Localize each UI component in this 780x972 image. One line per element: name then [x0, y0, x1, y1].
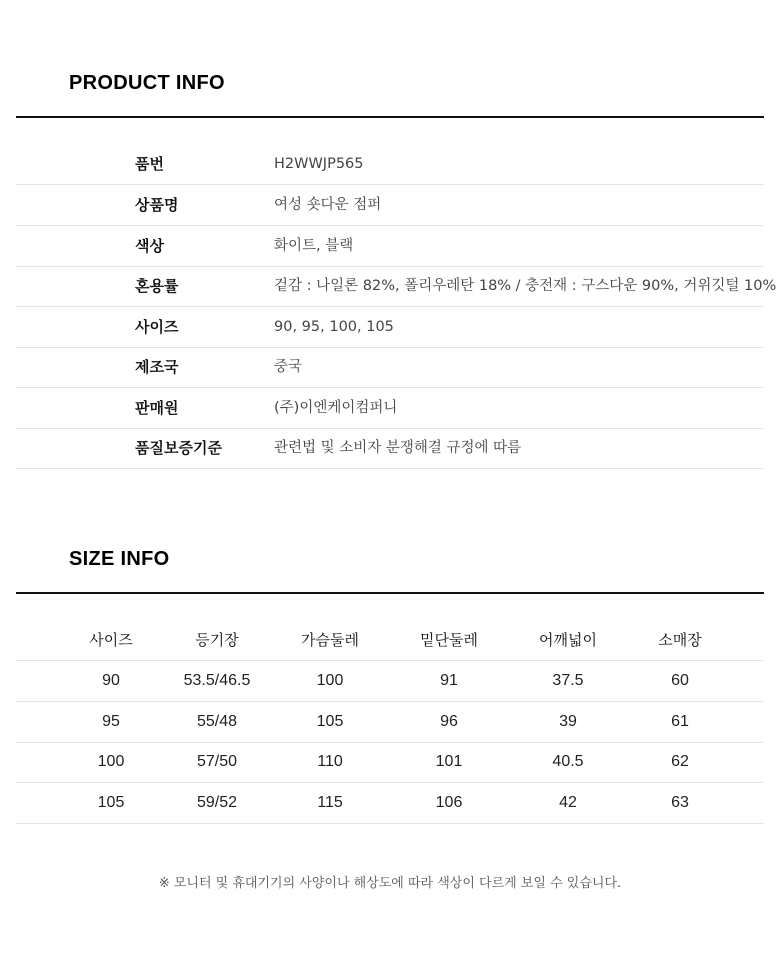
size-cell: 105: [97, 794, 125, 811]
row-value: H2WWJP565: [274, 156, 364, 172]
row-label: 품질보증기준: [135, 439, 222, 457]
row-value: 관련법 및 소비자 분쟁해결 규정에 따름: [274, 440, 522, 456]
size-cell: 115: [317, 794, 343, 811]
size-table-row: [16, 742, 764, 783]
size-cell: 95: [102, 713, 120, 730]
size-cell: 63: [671, 794, 689, 811]
size-cell: 101: [435, 753, 463, 770]
size-cell: 57/50: [196, 753, 238, 770]
size-cell: 55/48: [196, 713, 238, 730]
size-cell: 60: [671, 672, 689, 689]
product-row-origin: [16, 347, 764, 388]
size-cell: 110: [317, 753, 343, 770]
size-cell: 90: [102, 672, 120, 689]
row-value: 중국: [274, 359, 303, 375]
size-cell: 96: [440, 713, 458, 730]
product-info-divider: [16, 116, 764, 118]
product-row-name: [16, 185, 764, 226]
size-table-row: [16, 783, 764, 824]
size-info-divider: [16, 592, 764, 594]
row-label: 상품명: [135, 196, 179, 214]
header-cell: 밑단둘레: [420, 631, 478, 649]
size-cell: 106: [435, 794, 463, 811]
row-label: 색상: [135, 237, 164, 255]
size-cell: 100: [97, 753, 125, 770]
product-row-warranty: [16, 428, 764, 469]
size-table-row: [16, 702, 764, 743]
product-row-code: [16, 144, 764, 185]
size-table-header: [16, 620, 764, 661]
size-cell: 61: [671, 713, 689, 730]
size-cell: 91: [440, 672, 458, 689]
size-cell: 42: [559, 794, 577, 811]
header-cell: 가슴둘레: [301, 631, 359, 649]
header-cell: 사이즈: [89, 631, 133, 649]
size-cell: 62: [671, 753, 689, 770]
row-value: 겉감 : 나일론 82%, 폴리우레탄 18% / 충전재 : 구스다운 90%, 거위깃털 10%: [274, 278, 777, 294]
header-cell: 어깨넓이: [539, 631, 597, 649]
size-cell: 37.5: [552, 672, 584, 689]
color-disclaimer: ※ 모니터 및 휴대기기의 사양이나 해상도에 따라 색상이 다르게 보일 수 있습니다.: [158, 876, 622, 891]
row-value: (주)이엔케이컴퍼니: [274, 400, 398, 416]
product-row-material: [16, 266, 777, 307]
row-value: 여성 숏다운 점퍼: [274, 197, 382, 213]
product-info-title: PRODUCT INFO: [69, 72, 225, 94]
row-label: 제조국: [135, 358, 179, 376]
row-label: 혼용률: [135, 277, 179, 295]
product-row-size: [16, 307, 764, 348]
size-cell: 39: [559, 713, 577, 730]
row-label: 품번: [135, 155, 164, 173]
size-info-title: SIZE INFO: [69, 548, 170, 570]
row-value: 90, 95, 100, 105: [274, 319, 394, 335]
size-cell: 53.5/46.5: [183, 672, 251, 689]
row-value: 화이트, 블랙: [274, 238, 354, 254]
product-row-seller: [16, 388, 764, 429]
header-cell: 등기장: [195, 631, 239, 649]
size-cell: 100: [316, 672, 344, 689]
size-cell: 59/52: [196, 794, 238, 811]
size-cell: 40.5: [552, 753, 584, 770]
row-label: 판매원: [135, 399, 179, 417]
size-cell: 105: [316, 713, 344, 730]
size-table-row: [16, 661, 764, 702]
header-cell: 소매장: [658, 631, 702, 649]
product-row-color: [16, 226, 764, 267]
row-label: 사이즈: [135, 318, 179, 336]
